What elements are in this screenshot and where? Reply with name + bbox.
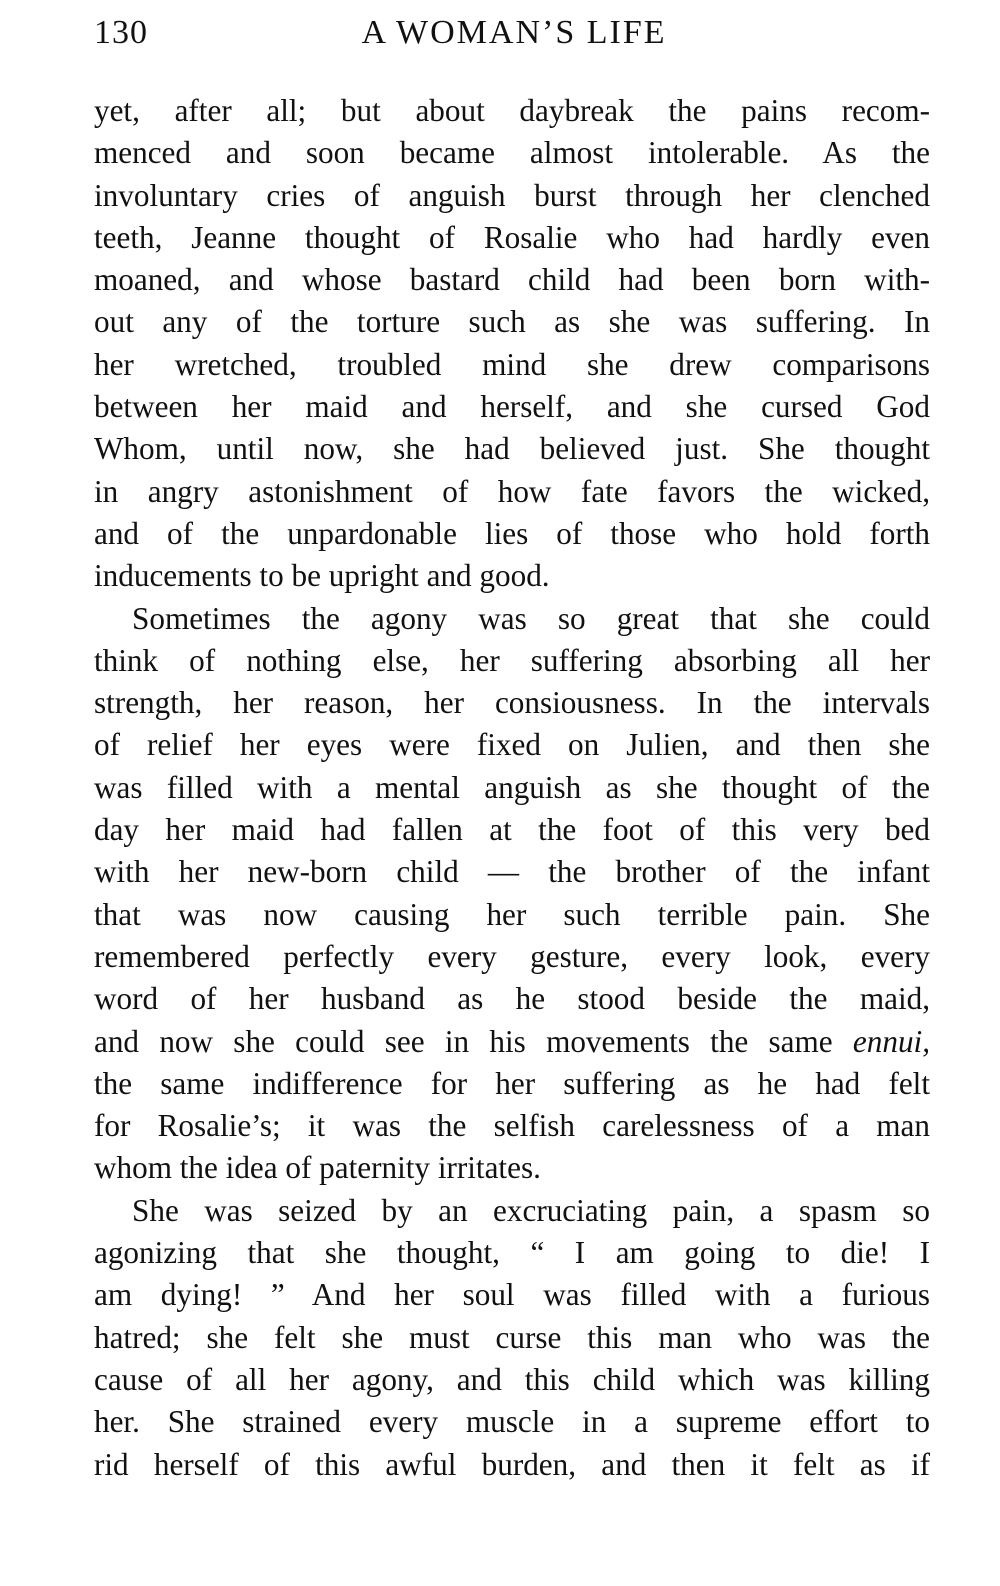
- text-line: involuntary cries of anguish burst through her clenched: [94, 177, 930, 213]
- text-line: between her maid and herself, and she cursed God: [94, 389, 930, 425]
- text-line: and of the unpardonable lies of those who hold forth: [94, 515, 930, 551]
- paragraph-3: [94, 1190, 930, 1486]
- text-line: in angry astonishment of how fate favors the wicked,: [94, 473, 930, 509]
- text-line-with-italic: [94, 1021, 930, 1063]
- page-number: 130: [94, 14, 148, 51]
- text-segment: and now she could see in his movements the same: [94, 1023, 833, 1059]
- text-line: inducements to be upright and good.: [94, 558, 550, 594]
- text-line: whom the idea of paternity irritates.: [94, 1150, 541, 1186]
- italic-word: ennui,: [852, 1023, 931, 1059]
- text-line: She was seized by an excruciating pain, a spasm so: [132, 1192, 930, 1228]
- text-line: moaned, and whose bastard child had been born with-: [94, 262, 930, 298]
- page-header: [94, 14, 934, 64]
- text-line: out any of the torture such as she was suffering. In: [94, 304, 930, 340]
- text-line: Sometimes the agony was so great that she could: [132, 600, 930, 636]
- paragraph-1: [94, 90, 930, 598]
- text-line: of relief her eyes were fixed on Julien, and then she: [94, 727, 930, 763]
- text-line: word of her husband as he stood beside the maid,: [94, 981, 930, 1017]
- text-line: think of nothing else, her suffering absorbing all her: [94, 642, 930, 678]
- text-line: Whom, until now, she had believed just. She thought: [94, 431, 930, 467]
- text-line: was filled with a mental anguish as she thought of the: [94, 769, 930, 805]
- text-line: the same indifference for her suffering as he had felt: [94, 1065, 930, 1101]
- text-line: hatred; she felt she must curse this man who was the: [94, 1319, 930, 1355]
- running-title: A WOMAN’S LIFE: [361, 14, 667, 51]
- text-line: for Rosalie’s; it was the selfish carelessness of a man: [94, 1108, 930, 1144]
- text-line: menced and soon became almost intolerable. As the: [94, 135, 930, 171]
- text-line: day her maid had fallen at the foot of this very bed: [94, 812, 930, 848]
- text-line: cause of all her agony, and this child which was killing: [94, 1361, 930, 1397]
- text-line: agonizing that she thought, “ I am going to die! I: [94, 1235, 930, 1271]
- paragraph-2: [94, 598, 930, 1190]
- text-line: teeth, Jeanne thought of Rosalie who had hardly even: [94, 219, 930, 255]
- text-line: yet, after all; but about daybreak the pains recom-: [94, 93, 930, 128]
- text-line: remembered perfectly every gesture, every look, every: [94, 938, 930, 974]
- text-line: her wretched, troubled mind she drew comparisons: [94, 346, 930, 382]
- text-line: that was now causing her such terrible pain. She: [94, 896, 930, 932]
- text-line: am dying! ” And her soul was filled with a furious: [94, 1277, 930, 1313]
- page-body-text: [94, 90, 930, 1486]
- text-line: her. She strained every muscle in a supreme effort to: [94, 1404, 930, 1440]
- text-line: strength, her reason, her consiousness. In the intervals: [94, 685, 930, 721]
- text-line: with her new-born child — the brother of the infant: [94, 854, 930, 890]
- text-line: rid herself of this awful burden, and then it felt as if: [94, 1446, 930, 1482]
